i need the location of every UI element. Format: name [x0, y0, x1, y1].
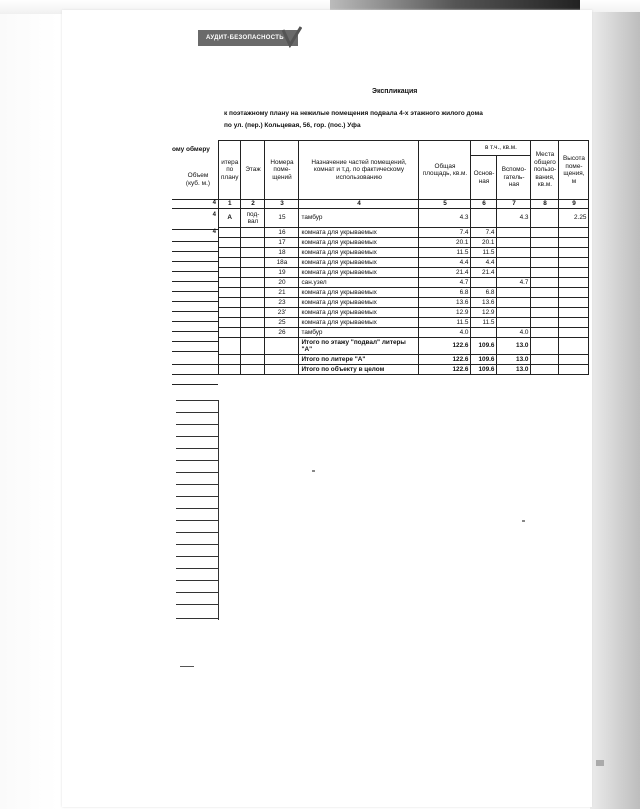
header-including: в т.ч., кв.м.	[471, 141, 531, 156]
cell-floor	[241, 268, 265, 278]
left-line	[172, 208, 218, 209]
cell-height	[559, 258, 589, 268]
header-room-number: Номера поме-щений	[265, 141, 299, 200]
lower-line	[176, 520, 218, 521]
cell-common	[531, 238, 559, 248]
table-row	[219, 318, 589, 328]
cell-main	[471, 278, 497, 288]
cell-common	[531, 288, 559, 298]
cell-room-number: 15	[265, 209, 299, 228]
cell-main: 11.5	[471, 248, 497, 258]
cell-empty	[265, 365, 299, 375]
left-line	[172, 351, 218, 352]
column-number-row	[219, 200, 589, 209]
header-floor: Этаж	[241, 141, 265, 200]
cell-empty	[241, 365, 265, 375]
cell-height	[559, 328, 589, 338]
cell-total: 6.8	[419, 288, 471, 298]
cell-empty	[559, 355, 589, 365]
left-line	[172, 331, 218, 332]
cell-main: 20.1	[471, 238, 497, 248]
total-row	[219, 338, 589, 355]
cell-purpose: комната для укрываемых	[299, 288, 419, 298]
table-row	[219, 298, 589, 308]
cell-total: 7.4	[419, 228, 471, 238]
cell-room-number: 20	[265, 278, 299, 288]
cell-total: 11.5	[419, 318, 471, 328]
left-line	[172, 321, 218, 322]
left-line	[172, 374, 218, 375]
cell-aux: 4.3	[497, 209, 531, 228]
total-label: Итого по этажу "подвал" литеры "А"	[299, 338, 419, 355]
document-subtitle-1: к поэтажному плану на нежилые помещения подвала 4-х этажного жилого дома	[224, 110, 483, 117]
cell-height	[559, 228, 589, 238]
lower-line	[176, 436, 218, 437]
header-height: Высота поме-щения, м	[559, 141, 589, 200]
scan-left-margin	[0, 14, 58, 809]
total-area: 122.6	[419, 338, 471, 355]
column-number: 4	[299, 200, 419, 209]
column-number: 3	[265, 200, 299, 209]
left-line	[172, 341, 218, 342]
lower-line	[176, 508, 218, 509]
cell-liter	[219, 228, 241, 238]
cell-total: 21.4	[419, 268, 471, 278]
cell-purpose: комната для укрываемых	[299, 238, 419, 248]
total-main: 109.6	[471, 338, 497, 355]
cell-room-number: 26	[265, 328, 299, 338]
cell-floor	[241, 298, 265, 308]
cell-room-number: 23	[265, 298, 299, 308]
cell-liter	[219, 248, 241, 258]
total-main: 109.6	[471, 355, 497, 365]
column-number: 9	[559, 200, 589, 209]
cell-height	[559, 308, 589, 318]
cell-aux	[497, 228, 531, 238]
table-row	[219, 268, 589, 278]
lower-line	[176, 568, 218, 569]
cell-liter: А	[219, 209, 241, 228]
cell-empty	[265, 355, 299, 365]
cell-empty	[531, 365, 559, 375]
cell-total: 20.1	[419, 238, 471, 248]
cell-total: 12.9	[419, 308, 471, 318]
column-number: 6	[471, 200, 497, 209]
cell-room-number: 23'	[265, 308, 299, 318]
header-main-area: Основ-ная	[471, 156, 497, 200]
cell-liter	[219, 238, 241, 248]
cell-total: 13.6	[419, 298, 471, 308]
cell-floor	[241, 228, 265, 238]
cell-empty	[265, 338, 299, 355]
document-title: Экспликация	[372, 88, 418, 95]
cell-aux	[497, 288, 531, 298]
cell-aux	[497, 248, 531, 258]
table-row	[219, 278, 589, 288]
cell-common	[531, 228, 559, 238]
cell-floor: под-вал	[241, 209, 265, 228]
column-number: 8	[531, 200, 559, 209]
lower-line	[176, 424, 218, 425]
left-line	[172, 229, 218, 230]
header-liter: итера по плану	[219, 141, 241, 200]
table-row	[219, 308, 589, 318]
lower-line	[176, 412, 218, 413]
lower-line	[176, 496, 218, 497]
lower-line	[176, 556, 218, 557]
cell-purpose: сан.узел	[299, 278, 419, 288]
cell-main: 12.9	[471, 308, 497, 318]
lower-left-border	[218, 400, 219, 620]
cell-floor	[241, 308, 265, 318]
total-row	[219, 355, 589, 365]
cell-liter	[219, 308, 241, 318]
left-line	[172, 281, 218, 282]
scan-speck	[522, 520, 525, 522]
cell-room-number: 21	[265, 288, 299, 298]
cell-liter	[219, 298, 241, 308]
header-total-area: Общая площадь, кв.м.	[419, 141, 471, 200]
lower-line	[176, 448, 218, 449]
cell-empty	[219, 355, 241, 365]
cell-empty	[559, 338, 589, 355]
cell-common	[531, 268, 559, 278]
cell-purpose: комната для укрываемых	[299, 298, 419, 308]
left-line	[172, 261, 218, 262]
cell-purpose: комната для укрываемых	[299, 308, 419, 318]
total-area: 122.6	[419, 355, 471, 365]
left-row-number: 4	[212, 212, 216, 218]
total-label: Итого по объекту в целом	[299, 365, 419, 375]
cell-liter	[219, 328, 241, 338]
table-row	[219, 288, 589, 298]
cell-total: 4.4	[419, 258, 471, 268]
lower-line	[176, 604, 218, 605]
lower-line	[176, 460, 218, 461]
cell-room-number: 19	[265, 268, 299, 278]
cell-height	[559, 288, 589, 298]
left-line	[172, 311, 218, 312]
cell-aux: 4.7	[497, 278, 531, 288]
cell-total: 4.0	[419, 328, 471, 338]
scan-dash	[180, 666, 194, 667]
lower-line	[176, 592, 218, 593]
left-line	[172, 241, 218, 242]
cell-empty	[241, 338, 265, 355]
cell-common	[531, 258, 559, 268]
cell-main	[471, 328, 497, 338]
cell-liter	[219, 318, 241, 328]
left-line	[172, 301, 218, 302]
cell-main: 6.8	[471, 288, 497, 298]
cell-floor	[241, 318, 265, 328]
cell-room-number: 17	[265, 238, 299, 248]
cell-floor	[241, 288, 265, 298]
cell-empty	[531, 355, 559, 365]
total-area: 122.6	[419, 365, 471, 375]
cell-empty	[219, 338, 241, 355]
scan-speck	[312, 470, 315, 472]
cell-common	[531, 328, 559, 338]
cell-total: 4.3	[419, 209, 471, 228]
cell-purpose: комната для укрываемых	[299, 248, 419, 258]
cell-common	[531, 248, 559, 258]
total-main: 109.6	[471, 365, 497, 375]
explication-table	[218, 140, 589, 375]
cell-common	[531, 308, 559, 318]
cell-height	[559, 298, 589, 308]
left-line	[172, 364, 218, 365]
cell-aux	[497, 318, 531, 328]
lower-line	[176, 580, 218, 581]
cell-main	[471, 209, 497, 228]
cell-empty	[219, 365, 241, 375]
watermark-logo: АУДИТ-БЕЗОПАСНОСТЬ	[198, 30, 298, 46]
cell-floor	[241, 248, 265, 258]
cell-purpose: комната для укрываемых	[299, 268, 419, 278]
table-row	[219, 248, 589, 258]
header-common-area: Места общего пользо-вания, кв.м.	[531, 141, 559, 200]
cell-main: 4.4	[471, 258, 497, 268]
cell-aux: 4.0	[497, 328, 531, 338]
header-purpose: Назначение частей помещений, комнат и т.д. по фактическому использованию	[299, 141, 419, 200]
cell-liter	[219, 268, 241, 278]
header-aux-area: Вспомо-гатель-ная	[497, 156, 531, 200]
cell-aux	[497, 298, 531, 308]
cell-common	[531, 209, 559, 228]
left-line	[172, 251, 218, 252]
cell-room-number: 18	[265, 248, 299, 258]
cell-liter	[219, 278, 241, 288]
left-line	[172, 291, 218, 292]
left-line	[172, 271, 218, 272]
cell-empty	[559, 365, 589, 375]
left-row-number: 4	[212, 200, 216, 206]
cell-floor	[241, 278, 265, 288]
scan-speck	[596, 760, 604, 766]
lower-line	[176, 544, 218, 545]
cell-purpose: тамбур	[299, 209, 419, 228]
cell-liter	[219, 288, 241, 298]
column-number: 1	[219, 200, 241, 209]
cell-aux	[497, 258, 531, 268]
cell-height	[559, 268, 589, 278]
total-row	[219, 365, 589, 375]
cell-floor	[241, 238, 265, 248]
cell-empty	[241, 355, 265, 365]
cell-purpose: комната для укрываемых	[299, 228, 419, 238]
cell-height	[559, 318, 589, 328]
cell-height	[559, 238, 589, 248]
checkmark-logo-icon	[282, 26, 302, 48]
table-row	[219, 328, 589, 338]
total-label: Итого по литере "А"	[299, 355, 419, 365]
cell-empty	[531, 338, 559, 355]
cell-common	[531, 298, 559, 308]
column-number: 5	[419, 200, 471, 209]
lower-line	[176, 618, 218, 619]
lower-line	[176, 484, 218, 485]
total-aux: 13.0	[497, 355, 531, 365]
cell-aux	[497, 308, 531, 318]
total-aux: 13.0	[497, 365, 531, 375]
total-aux: 13.0	[497, 338, 531, 355]
column-number: 7	[497, 200, 531, 209]
cell-main: 21.4	[471, 268, 497, 278]
cell-aux	[497, 238, 531, 248]
cell-liter	[219, 258, 241, 268]
lower-line	[176, 532, 218, 533]
cell-purpose: комната для укрываемых	[299, 258, 419, 268]
cell-room-number: 25	[265, 318, 299, 328]
cell-main: 7.4	[471, 228, 497, 238]
cell-height: 2.25	[559, 209, 589, 228]
cell-purpose: комната для укрываемых	[299, 318, 419, 328]
cell-total: 4.7	[419, 278, 471, 288]
left-row-number: 4	[212, 229, 216, 235]
cell-purpose: тамбур	[299, 328, 419, 338]
table-row	[219, 209, 589, 228]
table-header-row	[219, 141, 589, 156]
lower-line	[176, 472, 218, 473]
table-row	[219, 228, 589, 238]
table-row	[219, 238, 589, 248]
cell-main: 11.5	[471, 318, 497, 328]
cell-room-number: 18а	[265, 258, 299, 268]
table-row	[219, 258, 589, 268]
cell-height	[559, 248, 589, 258]
document-page	[62, 10, 592, 807]
left-line	[172, 199, 218, 200]
cell-common	[531, 318, 559, 328]
scan-right-shadow	[590, 12, 640, 809]
cell-floor	[241, 328, 265, 338]
document-subtitle-2: по ул. (пер.) Кольцевая, 56, гор. (пос.) Уфа	[224, 122, 361, 129]
cell-height	[559, 278, 589, 288]
cell-floor	[241, 258, 265, 268]
left-cut-header-title: ому обмеру	[172, 146, 210, 153]
left-line	[172, 384, 218, 385]
cell-total: 11.5	[419, 248, 471, 258]
lower-line	[176, 400, 218, 401]
cell-main: 13.6	[471, 298, 497, 308]
cell-room-number: 16	[265, 228, 299, 238]
column-number: 2	[241, 200, 265, 209]
volume-label: Объем (куб. м.)	[185, 172, 211, 187]
cell-aux	[497, 268, 531, 278]
cell-common	[531, 278, 559, 288]
